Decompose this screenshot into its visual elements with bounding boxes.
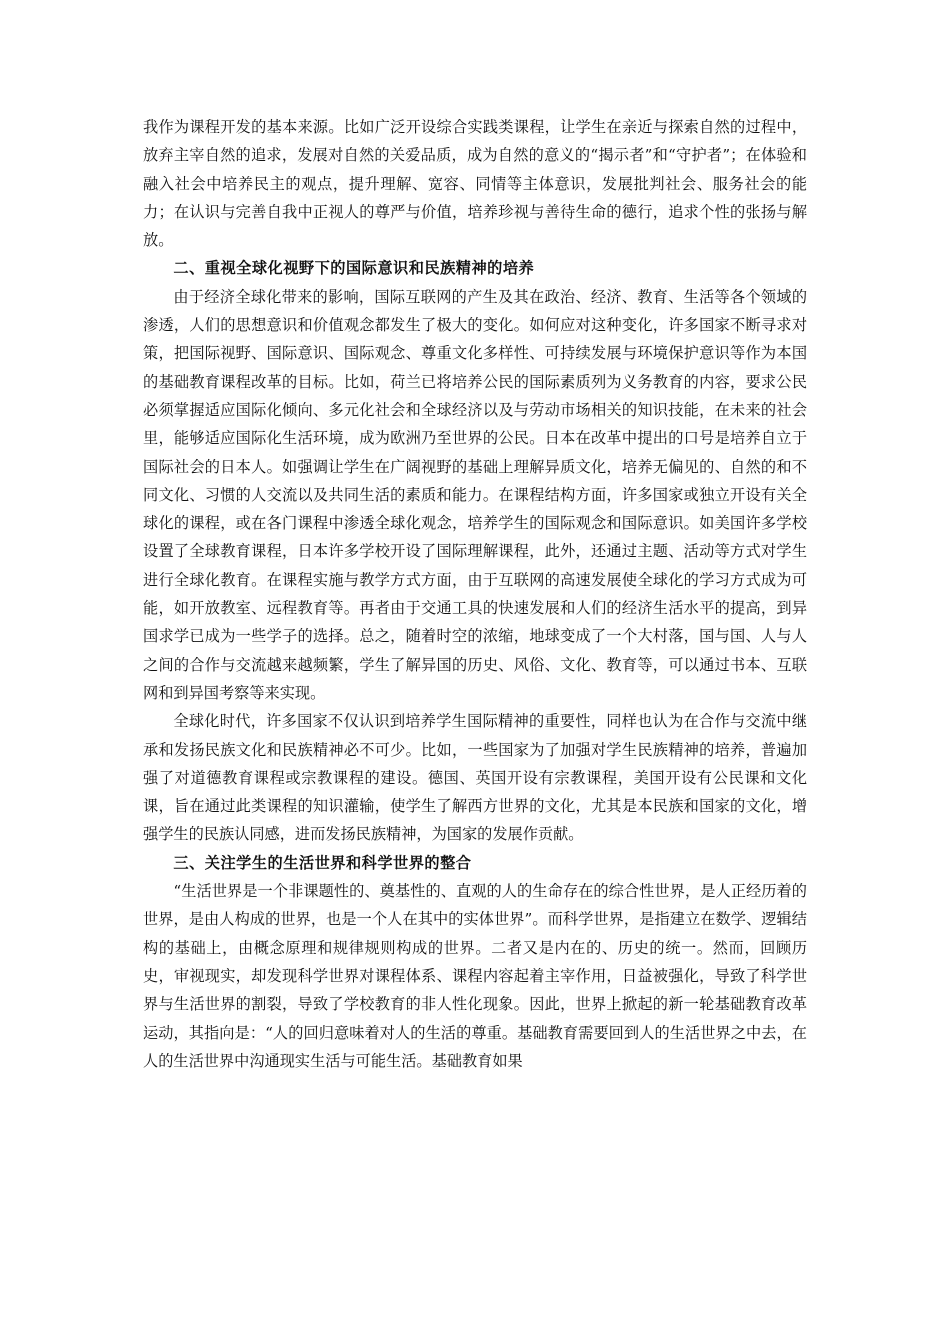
section-heading-2: 二、重视全球化视野下的国际意识和民族精神的培养 bbox=[173, 259, 535, 278]
paragraph-continuation: 我作为课程开发的基本来源。比如广泛开设综合实践类课程，让学生在亲近与探索自然的过程中，放弃主宰自然的追求，发展对自然的关爱品质，成为自然的意义的“揭示者”和“守护者”；在体验和融入社会中培养民主的观点，提升理解、宽容、同情等主体意识，发展批判社会、服务社会的能力；在认识与完善自我中正视人的尊严与价值，培养珍视与善待生命的德行，追求个性的张扬与解放。 bbox=[143, 118, 807, 250]
paragraph-globalization: 由于经济全球化带来的影响，国际互联网的产生及其在政治、经济、教育、生活等各个领域的渗透，人们的思想意识和价值观念都发生了极大的变化。如何应对这种变化，许多国家不断寻求对策，把国际视野、国际意识、国际观念、尊重文化多样性、可持续发展与环境保护意识等作为本国的基础教育课程改革的目标。比如，荷兰已将培养公民的国际素质列为义务教育的内容，要求公民必须掌握适应国际化倾向、多元化社会和全球经济以及与劳动市场相关的知识技能，在未来的社会里，能够适应国际化生活环境，成为欧洲乃至世界的公民。日本在改革中提出的口号是培养自立于国际社会的日本人。如强调让学生在广阔视野的基础上理解异质文化，培养无偏见的、自然的和不同文化、习惯的人交流以及共同生活的素质和能力。在课程结构方面，许多国家或独立开设有关全球化的课程，或在各门课程中渗透全球化观念，培养学生的国际观念和国际意识。如美国许多学校设置了全球教育课程，日本许多学校开设了国际理解课程，此外，还通过主题、活动等方式对学生进行全球化教育。在课程实施与教学方式方面，由于互联网的高速发展使全球化的学习方式成为可能，如开放教室、远程教育等。再者由于交通工具的快速发展和人们的经济生活水平的提高，到异国求学已成为一些学子的选择。总之，随着时空的浓缩，地球变成了一个大村落，国与国、人与人之间的合作与交流越来越频繁，学生了解异国的历史、风俗、文化、教育等，可以通过书本、互联网和到异国考察等来实现。 bbox=[143, 287, 807, 702]
paragraph-national-spirit: 全球化时代，许多国家不仅认识到培养学生国际精神的重要性，同样也认为在合作与交流中继承和发扬民族文化和民族精神必不可少。比如，一些国家为了加强对学生民族精神的培养，普遍加强了对道德教育课程或宗教课程的建设。德国、英国开设有宗教课程，美国开设有公民课和文化课，旨在通过此类课程的知识灌输，使学生了解西方世界的文化，尤其是本民族和国家的文化，增强学生的民族认同感，进而发扬民族精神，为国家的发展作贡献。 bbox=[143, 712, 807, 844]
document-page bbox=[143, 113, 807, 1075]
paragraph-life-world: “生活世界是一个非课题性的、奠基性的、直观的人的生命存在的综合性世界，是人正经历着的世界，是由人构成的世界，也是一个人在其中的实体世界”。而科学世界，是指建立在数学、逻辑结构的基础上，由概念原理和规律规则构成的世界。二者又是内在的、历史的统一。然而，回顾历史，审视现实，却发现科学世界对课程体系、课程内容起着主宰作用，日益被强化，导致了科学世界与生活世界的割裂，导致了学校教育的非人性化现象。因此，世界上掀起的新一轮基础教育改革运动，其指向是：“人的回归意味着对人的生活的尊重。基础教育需要回到人的生活世界之中去，在人的生活世界中沟通现实生活与可能生活。基础教育如果 bbox=[143, 882, 807, 1070]
section-heading-3: 三、关注学生的生活世界和科学世界的整合 bbox=[173, 853, 472, 872]
